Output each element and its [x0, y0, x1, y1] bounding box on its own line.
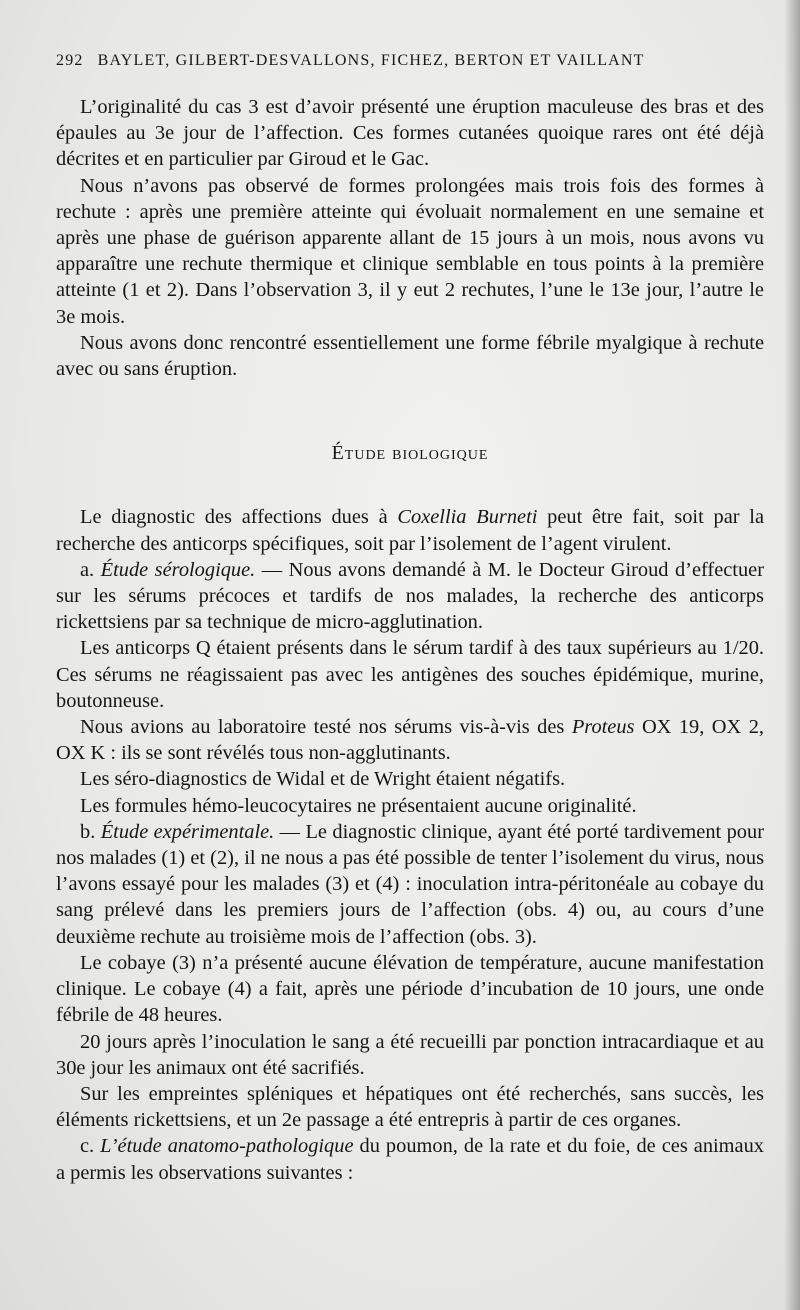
subsection-title-serology: Étude sérologique.	[100, 558, 256, 581]
paragraph-case-3: L’originalité du cas 3 est d’avoir présenté une éruption maculeuse des bras et des épaules au 3e jour de l’affection. Ces formes cutanées quoique rares ont été déjà décrites et en particulier par Giroud et le Gac.	[56, 96, 764, 171]
page-number: 292	[56, 52, 84, 69]
page-edge-shadow	[784, 0, 800, 1310]
paragraph-guinea-pig: Le cobaye (3) n’a présenté aucune élévation de température, aucune manifestation clinique. Le cobaye (4) a fait, après une période d’incubation de 10 jours, une onde fébrile de 48 heures.	[56, 951, 764, 1027]
paragraph-relapse-forms: Nous n’avons pas observé de formes prolongées mais trois fois des formes à rechute : après une première atteinte qui évoluait normalement en une semaine et après une phase de guérison apparente allant de 15 jours à un mois, nous avons vu apparaître une rechute thermique et clinique semblable en tous points à la première atteinte (1 et 2). Dans l’observation 3, il y eut 2 rechutes, l’une le 13e jour, l’autre le 3e mois.	[56, 174, 764, 328]
paragraph-widal-wright: Les séro-diagnostics de Widal et de Wright étaient négatifs.	[80, 768, 566, 791]
paragraph-experimental: b. Étude expérimentale. — Le diagnostic clinique, ayant été porté tardivement pour nos malades (1) et (2), il ne nous a pas été possible de tenter l’isolement du virus, nous l’avons essayé pour les malades (3) et (4) : inoculation intra-péritonéale au cobaye du sang prélevé dans les premiers jours de l’affection (obs. 4) ou, au cours d’une deuxième rechute au troisième mois de l’affection (obs. 3).	[56, 820, 764, 948]
paragraph-serology: a. Étude sérologique. — Nous avons demandé à M. le Docteur Giroud d’effectuer sur les sérums précoces et tardifs de nos malades, la recherche des anticorps rickettsiens par sa technique de micro-agglutination.	[56, 558, 765, 634]
paragraph-inoculation: 20 jours après l’inoculation le sang a été recueilli par ponction intracardiaque et au 30e jour les animaux ont été sacrifiés.	[56, 1030, 764, 1079]
running-head	[56, 50, 764, 80]
paragraph-antibodies: Les anticorps Q étaient présents dans le sérum tardif à des taux supérieurs au 1/20. Ces sérums ne réagissaient pas avec les antigènes des souches épidémique, murine, boutonneuse.	[56, 637, 764, 712]
author-line: BAYLET, GILBERT-DESVALLONS, FICHEZ, BERTON ET VAILLANT	[97, 52, 645, 69]
page-text	[56, 50, 764, 1186]
genus-name: Proteus	[571, 716, 635, 739]
paragraph-conclusion: Nous avons donc rencontré essentiellement une forme fébrile myalgique à rechute avec ou sans éruption.	[56, 331, 764, 381]
subsection-title-experimental: Étude expérimentale.	[100, 820, 275, 843]
species-name: Coxellia Burneti	[397, 506, 538, 529]
paragraph-diagnosis: Le diagnostic des affections dues à Coxellia Burneti peut être fait, soit par la recherche des anticorps spécifiques, soit par l’isolement de l’agent virulent.	[56, 506, 765, 555]
paragraph-blood-formulas: Les formules hémo-leucocytaires ne présentaient aucune originalité.	[80, 794, 637, 817]
paragraph-proteus: Nous avions au laboratoire testé nos sérums vis-à-vis des Proteus OX 19, OX 2, OX K : ils se sont révélés tous non-agglutinants.	[56, 716, 765, 765]
paragraph-imprints: Sur les empreintes spléniques et hépatiques ont été recherchés, sans succès, les éléments rickettsiens, et un 2e passage a été entrepris à partir de ces organes.	[56, 1082, 764, 1132]
subsection-title-pathology: L’étude anatomo-pathologique	[100, 1135, 354, 1158]
section-heading: Étude biologique	[331, 442, 489, 465]
paragraph-pathology: c. L’étude anatomo-pathologique du poumon, de la rate et du foie, de ces animaux a permis les observations suivantes :	[56, 1135, 764, 1184]
